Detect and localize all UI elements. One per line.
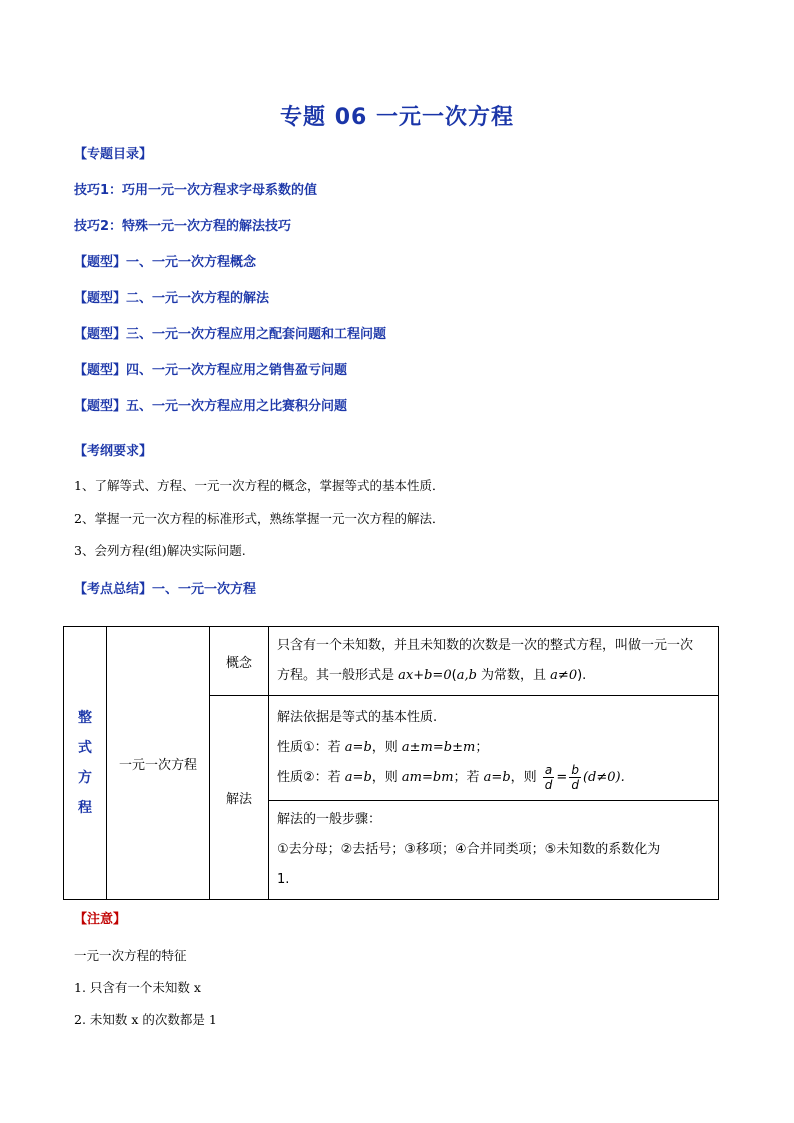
toc-item: 【题型】三、一元一次方程应用之配套问题和工程问题	[74, 327, 387, 342]
method-label: 解法	[210, 696, 269, 900]
toc-item: 【题型】四、一元一次方程应用之销售盈亏问题	[74, 363, 348, 378]
toc-item: 技巧2：特殊一元一次方程的解法技巧	[74, 219, 292, 234]
concept-text: (	[451, 668, 457, 683]
equals-sign: =	[556, 770, 568, 785]
property-text: 性质①：若	[277, 740, 345, 755]
concept-text: 为常数，且	[476, 668, 551, 683]
formula: a±m=b±m	[401, 740, 476, 755]
method-content	[269, 696, 719, 801]
steps-line: 1.	[277, 872, 290, 887]
concept-text: 方程。其一般形式是	[277, 668, 399, 683]
note-header: 【注意】	[74, 912, 127, 927]
formula: a=b	[344, 740, 372, 755]
category-cell	[64, 627, 107, 900]
requirements-header: 【考纲要求】	[74, 444, 153, 459]
requirement-item: 2、掌握一元一次方程的标准形式，熟练掌握一元一次方程的解法．	[74, 511, 445, 526]
note-item: 1. 只含有一个未知数 x	[74, 980, 201, 995]
property-1	[277, 733, 710, 763]
toc-item: 技巧1：巧用一元一次方程求字母系数的值	[74, 183, 318, 198]
note-item: 2. 未知数 x 的次数都是 1	[74, 1012, 217, 1027]
toc-item: 【题型】一、一元一次方程概念	[74, 255, 257, 270]
toc-item: 【题型】五、一元一次方程应用之比赛积分问题	[74, 399, 348, 414]
toc-header: 【专题目录】	[74, 147, 153, 162]
formula: a=b	[344, 770, 372, 785]
fraction-numerator: a	[543, 763, 555, 778]
fraction	[569, 763, 581, 792]
concept-label: 概念	[210, 627, 269, 696]
subcategory-cell: 一元一次方程	[107, 627, 210, 900]
summary-table	[63, 626, 719, 900]
requirement-item: 3、会列方程(组)解决实际问题.	[74, 543, 246, 558]
summary-header: 【考点总结】一、一元一次方程	[74, 582, 257, 597]
concept-text-2	[277, 661, 710, 691]
steps-header: 解法的一般步骤：	[277, 812, 382, 827]
property-text: ；	[475, 740, 489, 755]
property-text: ，则	[510, 770, 541, 785]
formula: (d≠0).	[582, 770, 625, 785]
property-text: 性质②：若	[277, 770, 345, 785]
method-basis: 解法依据是等式的基本性质.	[277, 710, 438, 725]
fraction-denominator: d	[544, 778, 553, 792]
fraction	[543, 763, 555, 792]
concept-text-1: 只含有一个未知数，并且未知数的次数是一次的整式方程，叫做一元一次	[277, 638, 694, 653]
requirement-item: 1、了解等式、方程、一元一次方程的概念，掌握等式的基本性质．	[74, 478, 445, 493]
steps-line: ①去分母；②去括号；③移项；④合并同类项；⑤未知数的系数化为	[277, 842, 661, 857]
category-label: 整式方程	[78, 710, 92, 816]
concept-text: ).	[577, 668, 587, 683]
general-form-formula: ax+b=0	[398, 668, 452, 683]
concept-content	[269, 627, 719, 696]
formula: a=b	[483, 770, 511, 785]
constants-ab: a,b	[456, 668, 477, 683]
fraction-denominator: d	[571, 778, 579, 792]
page-title: 专题 06 一元一次方程	[280, 105, 514, 130]
condition-a: a≠0	[550, 668, 578, 683]
formula: am=bm	[401, 770, 454, 785]
property-2	[277, 763, 710, 793]
property-text: ；若	[453, 770, 484, 785]
property-text: ，则	[371, 740, 402, 755]
fraction-numerator: b	[571, 763, 579, 777]
note-item: 一元一次方程的特征	[74, 948, 187, 963]
toc-item: 【题型】二、一元一次方程的解法	[74, 291, 270, 306]
steps-content	[269, 801, 719, 900]
property-text: ，则	[371, 770, 402, 785]
